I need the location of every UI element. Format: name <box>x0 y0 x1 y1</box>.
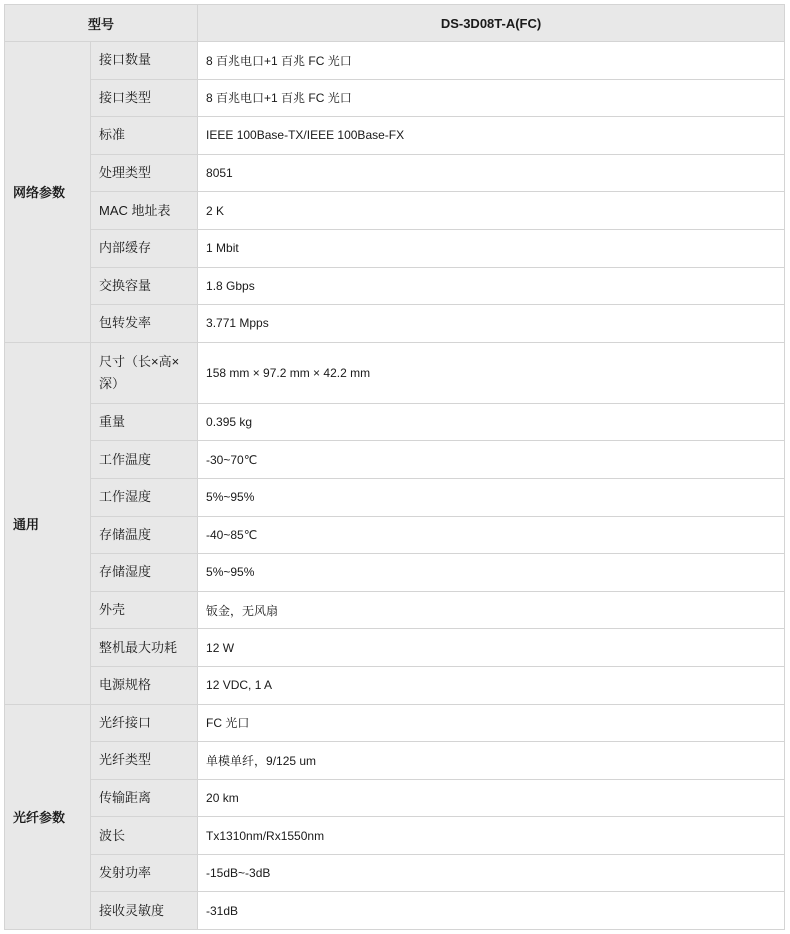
group-general: 通用 <box>5 342 91 704</box>
spec-label: 接口类型 <box>91 79 198 117</box>
table-row <box>5 478 785 516</box>
spec-value: 5%~95% <box>198 554 785 592</box>
spec-value: FC 光口 <box>198 704 785 742</box>
spec-value: 0.395 kg <box>198 403 785 441</box>
spec-value: 8 百兆电口+1 百兆 FC 光口 <box>198 42 785 80</box>
spec-label: 发射功率 <box>91 854 198 892</box>
header-row <box>5 5 785 42</box>
group-fiber: 光纤参数 <box>5 704 91 930</box>
table-row <box>5 742 785 780</box>
spec-value: IEEE 100Base-TX/IEEE 100Base-FX <box>198 117 785 155</box>
spec-value: 12 W <box>198 629 785 667</box>
spec-value: 12 VDC, 1 A <box>198 666 785 704</box>
spec-value: 8 百兆电口+1 百兆 FC 光口 <box>198 79 785 117</box>
table-row <box>5 779 785 817</box>
spec-value: -31dB <box>198 892 785 930</box>
spec-table <box>4 4 785 930</box>
spec-table-container <box>4 4 784 930</box>
table-row <box>5 516 785 554</box>
spec-label: 处理类型 <box>91 154 198 192</box>
table-row <box>5 629 785 667</box>
spec-value: -30~70℃ <box>198 441 785 479</box>
spec-label: 工作湿度 <box>91 478 198 516</box>
table-row <box>5 79 785 117</box>
spec-label: 接口数量 <box>91 42 198 80</box>
table-row <box>5 591 785 629</box>
model-label: 型号 <box>5 5 198 42</box>
spec-value: 20 km <box>198 779 785 817</box>
spec-label: 波长 <box>91 817 198 855</box>
spec-value: 1.8 Gbps <box>198 267 785 305</box>
spec-label: 包转发率 <box>91 305 198 343</box>
table-row <box>5 403 785 441</box>
spec-value: 8051 <box>198 154 785 192</box>
spec-label: 尺寸（长×高×深） <box>91 342 198 403</box>
spec-label: 整机最大功耗 <box>91 629 198 667</box>
table-row <box>5 854 785 892</box>
table-row <box>5 441 785 479</box>
spec-label: 光纤接口 <box>91 704 198 742</box>
spec-label: 外壳 <box>91 591 198 629</box>
spec-value: 2 K <box>198 192 785 230</box>
spec-value: Tx1310nm/Rx1550nm <box>198 817 785 855</box>
spec-label: 接收灵敏度 <box>91 892 198 930</box>
spec-label: 标准 <box>91 117 198 155</box>
spec-value: 3.771 Mpps <box>198 305 785 343</box>
table-row <box>5 117 785 155</box>
spec-value: 单模单纤，9/125 um <box>198 742 785 780</box>
model-value: DS-3D08T-A(FC) <box>198 5 785 42</box>
spec-label: 存储湿度 <box>91 554 198 592</box>
table-row <box>5 42 785 80</box>
table-row <box>5 192 785 230</box>
spec-label: 光纤类型 <box>91 742 198 780</box>
table-row <box>5 305 785 343</box>
table-row <box>5 554 785 592</box>
spec-value: 158 mm × 97.2 mm × 42.2 mm <box>198 342 785 403</box>
table-row <box>5 817 785 855</box>
table-row <box>5 229 785 267</box>
table-row <box>5 892 785 930</box>
spec-label: 工作温度 <box>91 441 198 479</box>
table-row <box>5 154 785 192</box>
spec-label: 内部缓存 <box>91 229 198 267</box>
table-row <box>5 342 785 403</box>
spec-label: MAC 地址表 <box>91 192 198 230</box>
spec-value: 钣金，无风扇 <box>198 591 785 629</box>
group-network: 网络参数 <box>5 42 91 343</box>
spec-value: -40~85℃ <box>198 516 785 554</box>
spec-label: 交换容量 <box>91 267 198 305</box>
spec-label: 传输距离 <box>91 779 198 817</box>
table-row <box>5 704 785 742</box>
table-row <box>5 666 785 704</box>
spec-value: -15dB~-3dB <box>198 854 785 892</box>
spec-value: 1 Mbit <box>198 229 785 267</box>
table-row <box>5 267 785 305</box>
spec-label: 重量 <box>91 403 198 441</box>
spec-value: 5%~95% <box>198 478 785 516</box>
spec-label: 电源规格 <box>91 666 198 704</box>
spec-label: 存储温度 <box>91 516 198 554</box>
